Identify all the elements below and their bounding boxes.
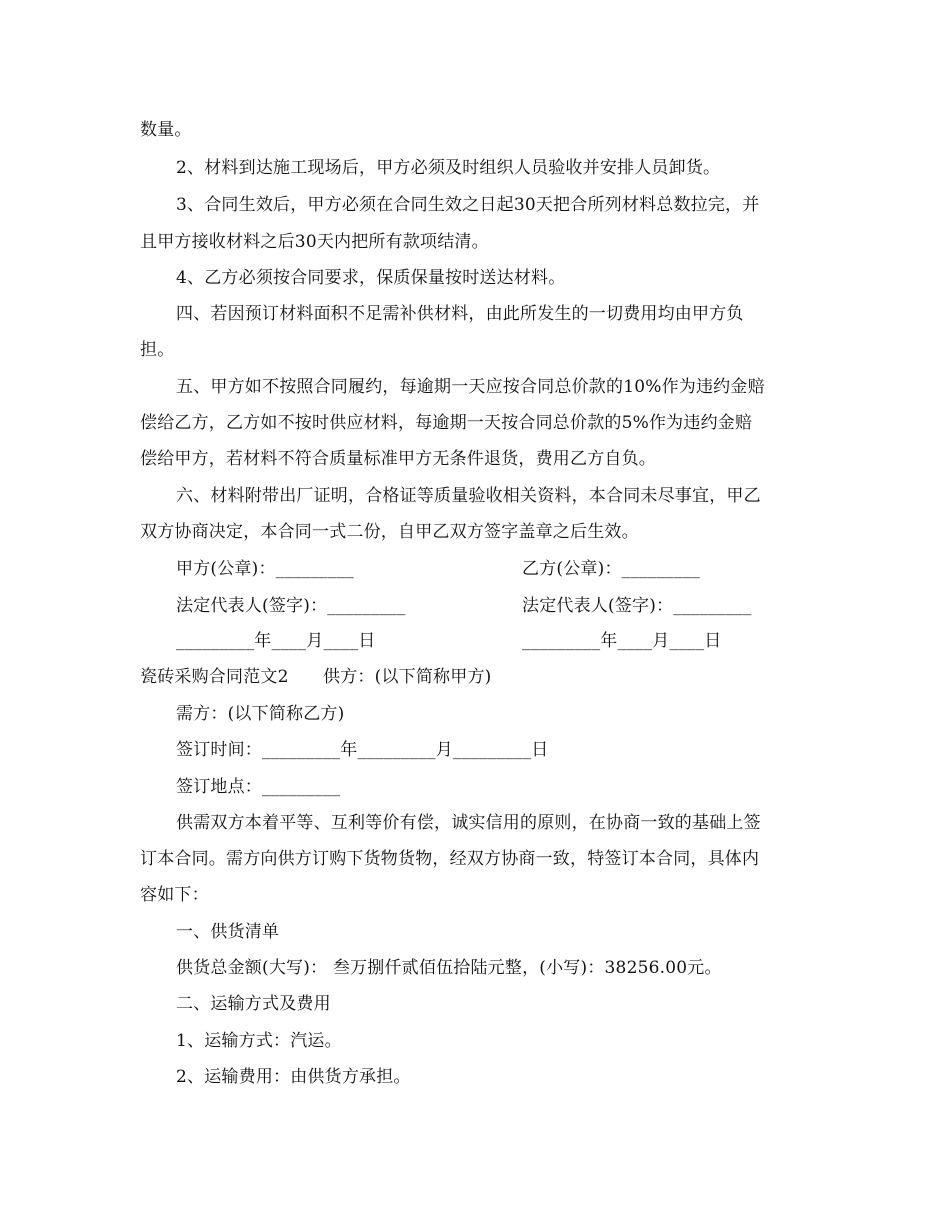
party-b-seal-field: 乙方(公章)：_________ [522,559,700,579]
transport-mode-line: 1、运输方式：汽运。 [176,1031,342,1051]
party-a-representative-field: 法定代表人(签字)：_________ [176,596,406,616]
paragraph-line: 4、乙方必须按合同要求，保质保量按时送达材料。 [176,268,566,288]
paragraph-line: 容如下： [140,885,209,905]
section-heading: 二、运输方式及费用 [176,994,331,1014]
paragraph-line: 六、材料附带出厂证明，合格证等质量验收相关资料，本合同未尽事宜，甲乙 [176,486,761,506]
paragraph-line: 且甲方接收材料之后30天内把所有款项结清。 [140,232,489,252]
sign-place-field: 签订地点：_________ [176,777,341,797]
paragraph-line: 3、合同生效后，甲方必须在合同生效之日起30天把合所列材料总数拉完，并 [176,195,760,215]
paragraph-line: 偿给甲方，若材料不符合质量标准甲方无条件退货，费用乙方自负。 [140,449,656,469]
paragraph-line: 2、材料到达施工现场后，甲方必须及时组织人员验收并安排人员卸货。 [176,158,721,178]
paragraph-line: 偿给乙方，乙方如不按时供应材料，每逾期一天按合同总价款的5%作为违约金赔 [140,413,753,433]
paragraph-line: 订本合同。需方向供方订购下货物货物，经双方协商一致，特签订本合同，具体内 [140,849,760,869]
party-b-representative-field: 法定代表人(签字)：_________ [522,596,752,616]
paragraph-line: 四、若因预订材料面积不足需补供材料，由此所发生的一切费用均由甲方负 [176,304,744,324]
buyer-line: 需方：(以下简称乙方) [176,704,345,724]
paragraph-line: 供需双方本着平等、互利等价有偿，诚实信用的原则，在协商一致的基础上签 [176,813,761,833]
paragraph-line: 数量。 [140,120,192,140]
section-heading: 一、供货清单 [176,922,280,942]
party-a-seal-field: 甲方(公章)：_________ [176,559,354,579]
paragraph-line: 五、甲方如不按照合同履约，每逾期一天应按合同总价款的10%作为违约金赔 [176,377,765,397]
party-b-date-field: _________年____月____日 [522,631,722,651]
party-a-date-field: _________年____月____日 [176,631,376,651]
paragraph-line: 双方协商决定，本合同一式二份，自甲乙双方签字盖章之后生效。 [140,522,639,542]
paragraph-line: 担。 [140,340,175,360]
total-amount-line: 供货总金额(大写)： 叁万捌仟贰佰伍拾陆元整，(小写)：38256.00元。 [176,958,722,978]
sign-time-field: 签订时间：_________年_________月_________日 [176,740,549,760]
section-title-line: 瓷砖采购合同范文2 供方：(以下简称甲方) [140,667,492,687]
transport-fee-line: 2、运输费用：由供货方承担。 [176,1067,411,1087]
